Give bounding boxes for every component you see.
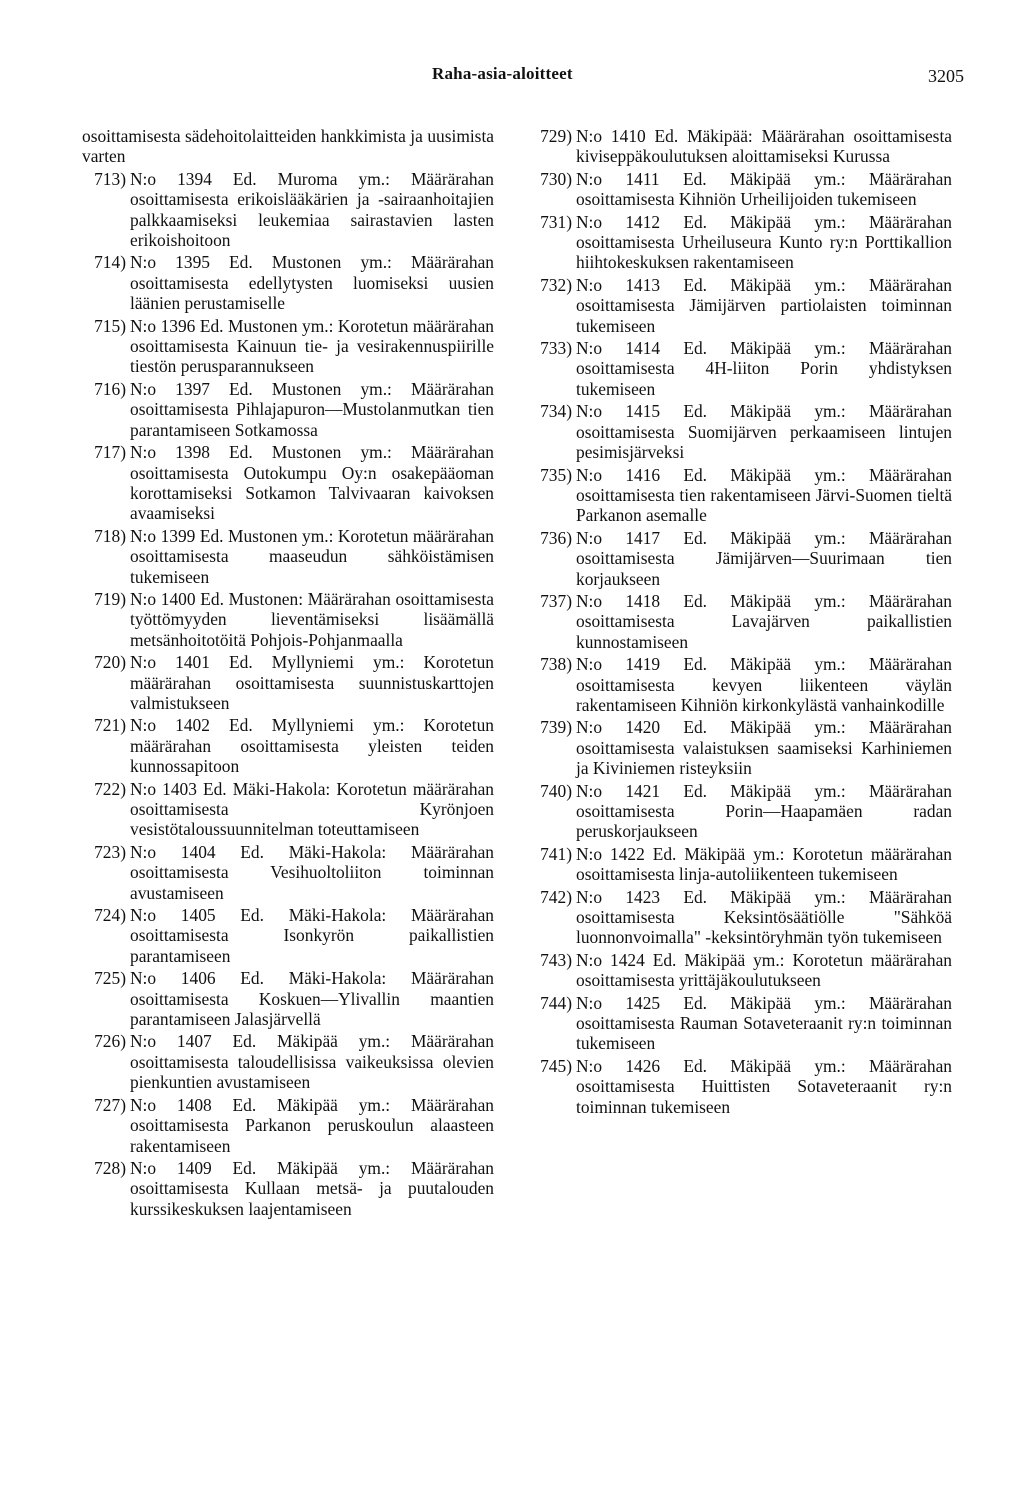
list-item bbox=[82, 526, 494, 587]
entry-number: 726) bbox=[94, 1031, 126, 1052]
entry-text: N:o 1424 Ed. Mäkipää ym.: Korotetun määrärahan osoittamisesta yrittäjäkoulutukseen bbox=[576, 949, 952, 991]
entry-number: 722) bbox=[94, 778, 126, 799]
entry-number: 736) bbox=[540, 527, 572, 548]
entry-number: 715) bbox=[94, 315, 126, 336]
list-item bbox=[528, 591, 952, 652]
list-item bbox=[82, 589, 494, 650]
list-item bbox=[82, 1031, 494, 1092]
entry-text: N:o 1417 Ed. Mäkipää ym.: Määrärahan osoittamisesta Jämijärven—Suurimaan tien korjaukseen bbox=[576, 527, 952, 589]
entry-text: N:o 1422 Ed. Mäkipää ym.: Korotetun määrärahan osoittamisesta linja-autoliikenteen tukemiseen bbox=[576, 843, 952, 885]
list-item bbox=[528, 528, 952, 589]
list-item bbox=[528, 950, 952, 991]
list-item bbox=[82, 316, 494, 377]
entry-number: 730) bbox=[540, 168, 572, 189]
list-item bbox=[528, 169, 952, 210]
list-item bbox=[528, 1056, 952, 1117]
entry-number: 743) bbox=[540, 949, 572, 970]
entry-text: N:o 1411 Ed. Mäkipää ym.: Määrärahan osoittamisesta Kihniön Urheilijoiden tukemiseen bbox=[576, 168, 952, 210]
entry-number: 732) bbox=[540, 274, 572, 295]
list-item bbox=[82, 652, 494, 713]
entry-text: N:o 1399 Ed. Mustonen ym.: Korotetun määrärahan osoittamisesta maaseudun sähköistämisen tukemiseen bbox=[130, 525, 494, 587]
list-item bbox=[528, 465, 952, 526]
entry-number: 721) bbox=[94, 715, 126, 736]
list-item bbox=[82, 842, 494, 903]
entry-text: N:o 1400 Ed. Mustonen: Määrärahan osoittamisesta työttömyyden lieventämiseksi lisäämällä metsänhoitotöitä Pohjois-Pohjanmaalla bbox=[130, 588, 494, 650]
entry-text: N:o 1398 Ed. Mustonen ym.: Määrärahan osoittamisesta Outokumpu Oy:n osakepääoman korottamiseksi Sotkamon Talvivaaran kaivoksen avaamiseksi bbox=[130, 442, 494, 524]
entry-number: 724) bbox=[94, 905, 126, 926]
entry-text: N:o 1405 Ed. Mäki-Hakola: Määrärahan osoittamisesta Isonkyrön paikallistien parantamiseen bbox=[130, 905, 494, 966]
list-item bbox=[528, 993, 952, 1054]
list-item bbox=[82, 169, 494, 251]
entry-number: 718) bbox=[94, 525, 126, 546]
entry-number: 737) bbox=[540, 590, 572, 611]
entry-number: 727) bbox=[94, 1094, 126, 1115]
entry-number: 717) bbox=[94, 442, 126, 463]
entry-text: N:o 1404 Ed. Mäki-Hakola: Määrärahan osoittamisesta Vesihuoltoliiton toiminnan avustamiseen bbox=[130, 841, 494, 903]
entry-text: N:o 1407 Ed. Mäkipää ym.: Määrärahan osoittamisesta taloudellisissa vaikeuksissa olevien pienkuntien avustamiseen bbox=[130, 1031, 494, 1093]
entry-text: N:o 1394 Ed. Muroma ym.: Määrärahan osoittamisesta erikoislääkärien ja -sairaanhoitajien palkkaamiseksi leukemiaa sairastavien lasten erikoishoitoon bbox=[130, 168, 494, 251]
entry-text: N:o 1416 Ed. Mäkipää ym.: Määrärahan osoittamisesta tien rakentamiseen Järvi-Suomen tieltä Parkanon asemalle bbox=[576, 464, 952, 526]
list-item bbox=[528, 887, 952, 948]
entry-number: 713) bbox=[94, 168, 126, 189]
entry-number: 716) bbox=[94, 378, 126, 399]
entry-text: N:o 1418 Ed. Mäkipää ym.: Määrärahan osoittamisesta Lavajärven paikallistien kunnostamiseen bbox=[576, 590, 952, 652]
list-item bbox=[528, 781, 952, 842]
list-item bbox=[82, 126, 494, 167]
entry-number: 735) bbox=[540, 464, 572, 485]
list-item bbox=[528, 401, 952, 462]
list-item bbox=[82, 1158, 494, 1219]
list-item bbox=[82, 715, 494, 776]
entry-number: 733) bbox=[540, 338, 572, 359]
entry-text: N:o 1421 Ed. Mäkipää ym.: Määrärahan osoittamisesta Porin—Haapamäen radan peruskorjaukseen bbox=[576, 780, 952, 842]
entry-text: N:o 1419 Ed. Mäkipää ym.: Määrärahan osoittamisesta kevyen liikenteen väylän rakentamiseen Kihniön kirkonkylästä vanhainkodille bbox=[576, 654, 952, 715]
entry-text: N:o 1406 Ed. Mäki-Hakola: Määrärahan osoittamisesta Koskuen—Ylivallin maantien parantamiseen Jalasjärvellä bbox=[130, 968, 494, 1030]
entry-number: 719) bbox=[94, 588, 126, 609]
entry-number: 739) bbox=[540, 717, 572, 738]
running-title: Raha-asia-aloitteet bbox=[432, 64, 573, 83]
entry-text: N:o 1425 Ed. Mäkipää ym.: Määrärahan osoittamisesta Rauman Sotaveteraanit ry:n toiminnan tukemiseen bbox=[576, 992, 952, 1054]
entry-text: N:o 1412 Ed. Mäkipää ym.: Määrärahan osoittamisesta Urheiluseura Kunto ry:n Porttikallion hiihtokeskuksen rakentamiseen bbox=[576, 211, 952, 273]
list-item bbox=[528, 338, 952, 399]
entry-text: N:o 1409 Ed. Mäkipää ym.: Määrärahan osoittamisesta Kullaan metsä- ja puutalouden kurssikeskuksen laajentamiseen bbox=[130, 1157, 494, 1219]
list-item bbox=[528, 212, 952, 273]
entry-number: 714) bbox=[94, 252, 126, 273]
list-item bbox=[528, 654, 952, 715]
entry-number: 742) bbox=[540, 886, 572, 907]
list-item bbox=[82, 1095, 494, 1156]
list-item bbox=[528, 844, 952, 885]
entry-number: 741) bbox=[540, 843, 572, 864]
list-item bbox=[82, 905, 494, 966]
entry-text: N:o 1414 Ed. Mäkipää ym.: Määrärahan osoittamisesta 4H-liiton Porin yhdistyksen tukemiseen bbox=[576, 338, 952, 399]
entry-number: 723) bbox=[94, 841, 126, 862]
entry-number: 745) bbox=[540, 1055, 572, 1076]
entry-number: 729) bbox=[540, 126, 572, 146]
list-item bbox=[82, 779, 494, 840]
entry-text: N:o 1408 Ed. Mäkipää ym.: Määrärahan osoittamisesta Parkanon peruskoulun alaasteen rakentamiseen bbox=[130, 1094, 494, 1156]
list-item bbox=[528, 275, 952, 336]
entry-number: 720) bbox=[94, 652, 126, 673]
entry-number: 731) bbox=[540, 211, 572, 232]
entry-text: osoittamisesta sädehoitolaitteiden hankkimista ja uusimista varten bbox=[82, 126, 494, 167]
entry-number: 740) bbox=[540, 780, 572, 801]
entry-text: N:o 1402 Ed. Myllyniemi ym.: Korotetun määrärahan osoittamisesta yleisten teiden kunnossapitoon bbox=[130, 715, 494, 777]
entry-number: 744) bbox=[540, 992, 572, 1013]
entry-text: N:o 1426 Ed. Mäkipää ym.: Määrärahan osoittamisesta Huittisten Sotaveteraanit ry:n toiminnan tukemiseen bbox=[576, 1055, 952, 1117]
entry-text: N:o 1395 Ed. Mustonen ym.: Määrärahan osoittamisesta edellytysten luomiseksi uusien läänien perustamiselle bbox=[130, 252, 494, 314]
list-item bbox=[528, 717, 952, 778]
page-header bbox=[0, 64, 1024, 94]
entry-text: N:o 1420 Ed. Mäkipää ym.: Määrärahan osoittamisesta valaistuksen saamiseksi Karhiniemen ja Kiviniemen risteyksiin bbox=[576, 717, 952, 779]
list-item bbox=[82, 379, 494, 440]
page-number: 3205 bbox=[928, 66, 964, 86]
list-item bbox=[82, 252, 494, 313]
entry-number: 728) bbox=[94, 1157, 126, 1178]
entry-number: 725) bbox=[94, 968, 126, 989]
list-item bbox=[82, 968, 494, 1029]
entry-text: N:o 1410 Ed. Mäkipää: Määrärahan osoittamisesta kiviseppäkoulutuksen aloittamiseksi Kurussa bbox=[576, 126, 952, 167]
entry-text: N:o 1403 Ed. Mäki-Hakola: Korotetun määrärahan osoittamisesta Kyrönjoen vesistötaloussuunnitelman toteuttamiseen bbox=[130, 778, 494, 840]
entry-text: N:o 1423 Ed. Mäkipää ym.: Määrärahan osoittamisesta Keksintösäätiölle "Sähköä luonnonvoimalla" -keksintöryhmän työn tukemiseen bbox=[576, 886, 952, 948]
entry-number: 734) bbox=[540, 401, 572, 422]
entry-text: N:o 1401 Ed. Myllyniemi ym.: Korotetun määrärahan osoittamisesta suunnistuskarttojen valmistukseen bbox=[130, 652, 494, 713]
left-column bbox=[82, 126, 494, 1221]
entry-text: N:o 1397 Ed. Mustonen ym.: Määrärahan osoittamisesta Pihlajapuron—Mustolanmutkan tien parantamiseen Sotkamossa bbox=[130, 378, 494, 440]
list-item bbox=[82, 442, 494, 524]
entry-number: 738) bbox=[540, 654, 572, 675]
entry-text: N:o 1396 Ed. Mustonen ym.: Korotetun määrärahan osoittamisesta Kainuun tie- ja vesirakennuspiirille tiestön perusparannukseen bbox=[130, 315, 494, 377]
entry-text: N:o 1415 Ed. Mäkipää ym.: Määrärahan osoittamisesta Suomijärven perkaamiseen lintujen pesimisjärveksi bbox=[576, 401, 952, 463]
list-item bbox=[528, 126, 952, 167]
entry-text: N:o 1413 Ed. Mäkipää ym.: Määrärahan osoittamisesta Jämijärven partiolaisten toiminnan tukemiseen bbox=[576, 274, 952, 336]
right-column bbox=[528, 126, 952, 1119]
